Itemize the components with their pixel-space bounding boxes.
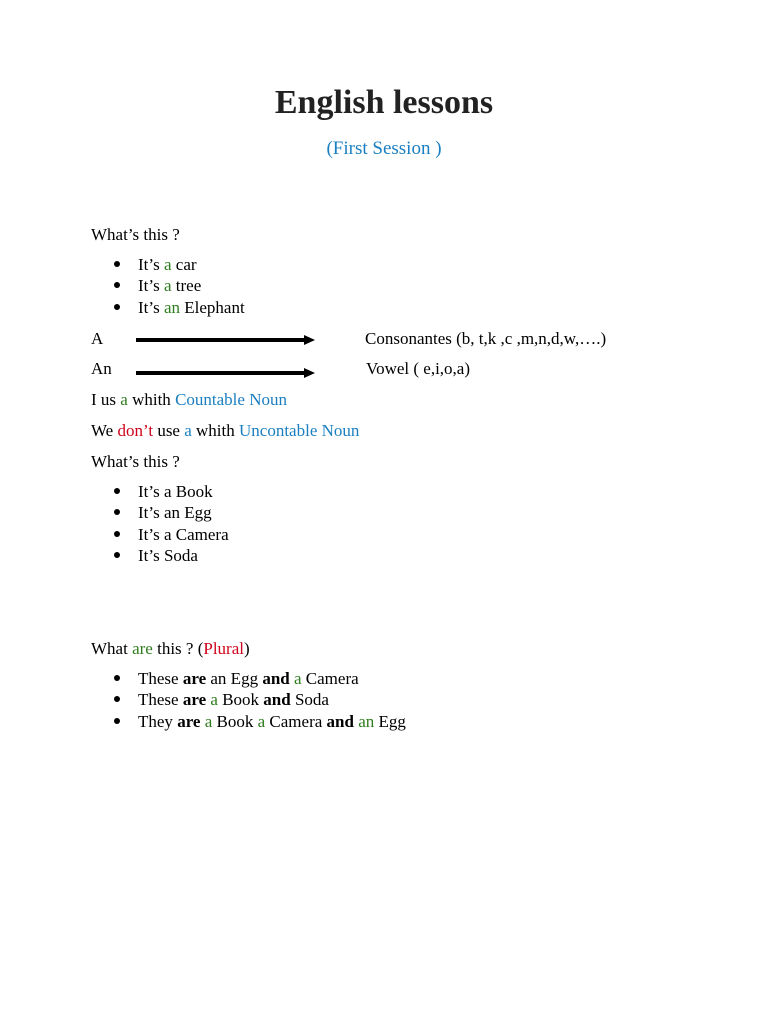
bullet-icon: [114, 531, 120, 537]
list-item: It’s an Egg: [91, 502, 229, 523]
list-item: It’s a car: [91, 254, 245, 275]
arrow-right-icon: [136, 334, 316, 346]
bullet-icon: [114, 304, 120, 310]
question-plural: What are this ? (Plural): [91, 639, 250, 658]
list-item: It’s a Camera: [91, 524, 229, 545]
bullet-icon: [114, 696, 120, 702]
article: a: [163, 276, 172, 296]
list-plural-examples: [91, 668, 406, 732]
article: an: [163, 297, 181, 317]
page-title: English lessons: [274, 84, 494, 121]
list-item: These are a Book and Soda: [91, 689, 406, 710]
bullet-icon: [114, 261, 120, 267]
question-1: What’s this ?: [91, 225, 180, 244]
list-mixed-examples: [91, 481, 229, 566]
list-item: It’s an Elephant: [91, 297, 245, 318]
rule-desc-consonants: Consonantes (b, t,k ,c ,m,n,d,w,….): [365, 329, 607, 348]
page-subtitle: (First Session ): [326, 138, 442, 159]
list-item: These are an Egg and a Camera: [91, 668, 406, 689]
list-item: It’s a Book: [91, 481, 229, 502]
bullet-icon: [114, 282, 120, 288]
list-singular-examples: [91, 254, 245, 318]
bullet-icon: [114, 488, 120, 494]
usage-uncountable: We don’t use a whith Uncontable Noun: [91, 421, 360, 440]
list-item: It’s Soda: [91, 545, 229, 566]
rule-desc-vowels: Vowel ( e,i,o,a): [366, 359, 471, 378]
list-item: They are a Book a Camera and an Egg: [91, 711, 406, 732]
list-item: It’s a tree: [91, 275, 245, 296]
question-2: What’s this ?: [91, 452, 180, 471]
bullet-icon: [114, 552, 120, 558]
arrow-right-icon: [136, 367, 316, 379]
rule-label-an: An: [91, 359, 112, 378]
bullet-icon: [114, 718, 120, 724]
rule-label-a: A: [91, 329, 104, 348]
bullet-icon: [114, 675, 120, 681]
usage-countable: I us a whith Countable Noun: [91, 390, 287, 409]
bullet-icon: [114, 509, 120, 515]
article: a: [163, 255, 172, 274]
